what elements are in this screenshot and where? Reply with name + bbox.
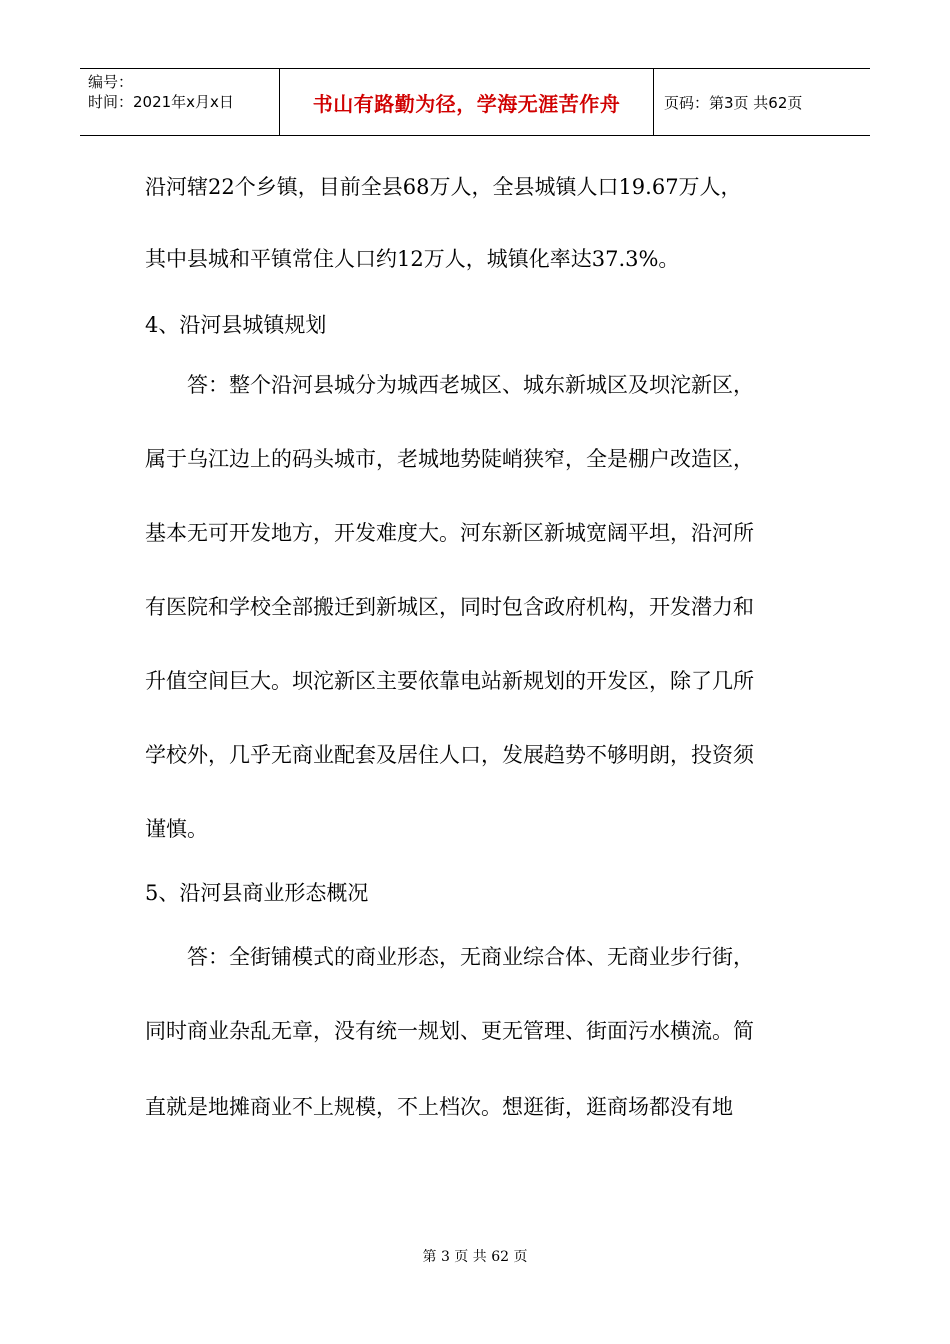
body-line: 答：全街铺模式的商业形态，无商业综合体、无商业步行街，: [145, 945, 754, 969]
header-info-cell: [80, 69, 280, 135]
body-line: 学校外，几乎无商业配套及居住人口，发展趋势不够明朗，投资须: [145, 743, 754, 767]
header-motto-cell: [280, 69, 654, 135]
body-line: 基本无可开发地方，开发难度大。河东新区新城宽阔平坦，沿河所: [145, 521, 754, 545]
document-number-label: 编号：: [88, 73, 134, 91]
section-heading: 5、沿河县商业形态概况: [145, 881, 369, 905]
body-line: 其中县城和平镇常住人口约12万人，城镇化率达37.3%。: [145, 247, 680, 271]
header-page-number: 页码：第3页 共62页: [664, 93, 803, 112]
body-line: 升值空间巨大。坝沱新区主要依靠电站新规划的开发区，除了几所: [145, 669, 754, 693]
document-date-label: 时间：2021年x月x日: [88, 93, 234, 111]
header-page-cell: [654, 69, 870, 135]
page-footer: 第 3 页 共 62 页: [422, 1249, 528, 1265]
body-line: 谨慎。: [145, 817, 208, 841]
body-line: 直就是地摊商业不上规模，不上档次。想逛街，逛商场都没有地: [145, 1095, 733, 1119]
body-line: 属于乌江边上的码头城市，老城地势陡峭狭窄，全是棚户改造区，: [145, 447, 754, 471]
header-motto: 书山有路勤为径，学海无涯苦作舟: [312, 91, 621, 116]
page-header: [80, 68, 870, 136]
section-heading: 4、沿河县城镇规划: [145, 313, 327, 337]
body-line: 有医院和学校全部搬迁到新城区，同时包含政府机构，开发潜力和: [145, 595, 754, 619]
body-line: 答：整个沿河县城分为城西老城区、城东新城区及坝沱新区，: [145, 373, 754, 397]
body-line: 沿河辖22个乡镇，目前全县68万人，全县城镇人口19.67万人，: [145, 175, 742, 199]
body-line: 同时商业杂乱无章，没有统一规划、更无管理、街面污水横流。简: [145, 1019, 754, 1043]
